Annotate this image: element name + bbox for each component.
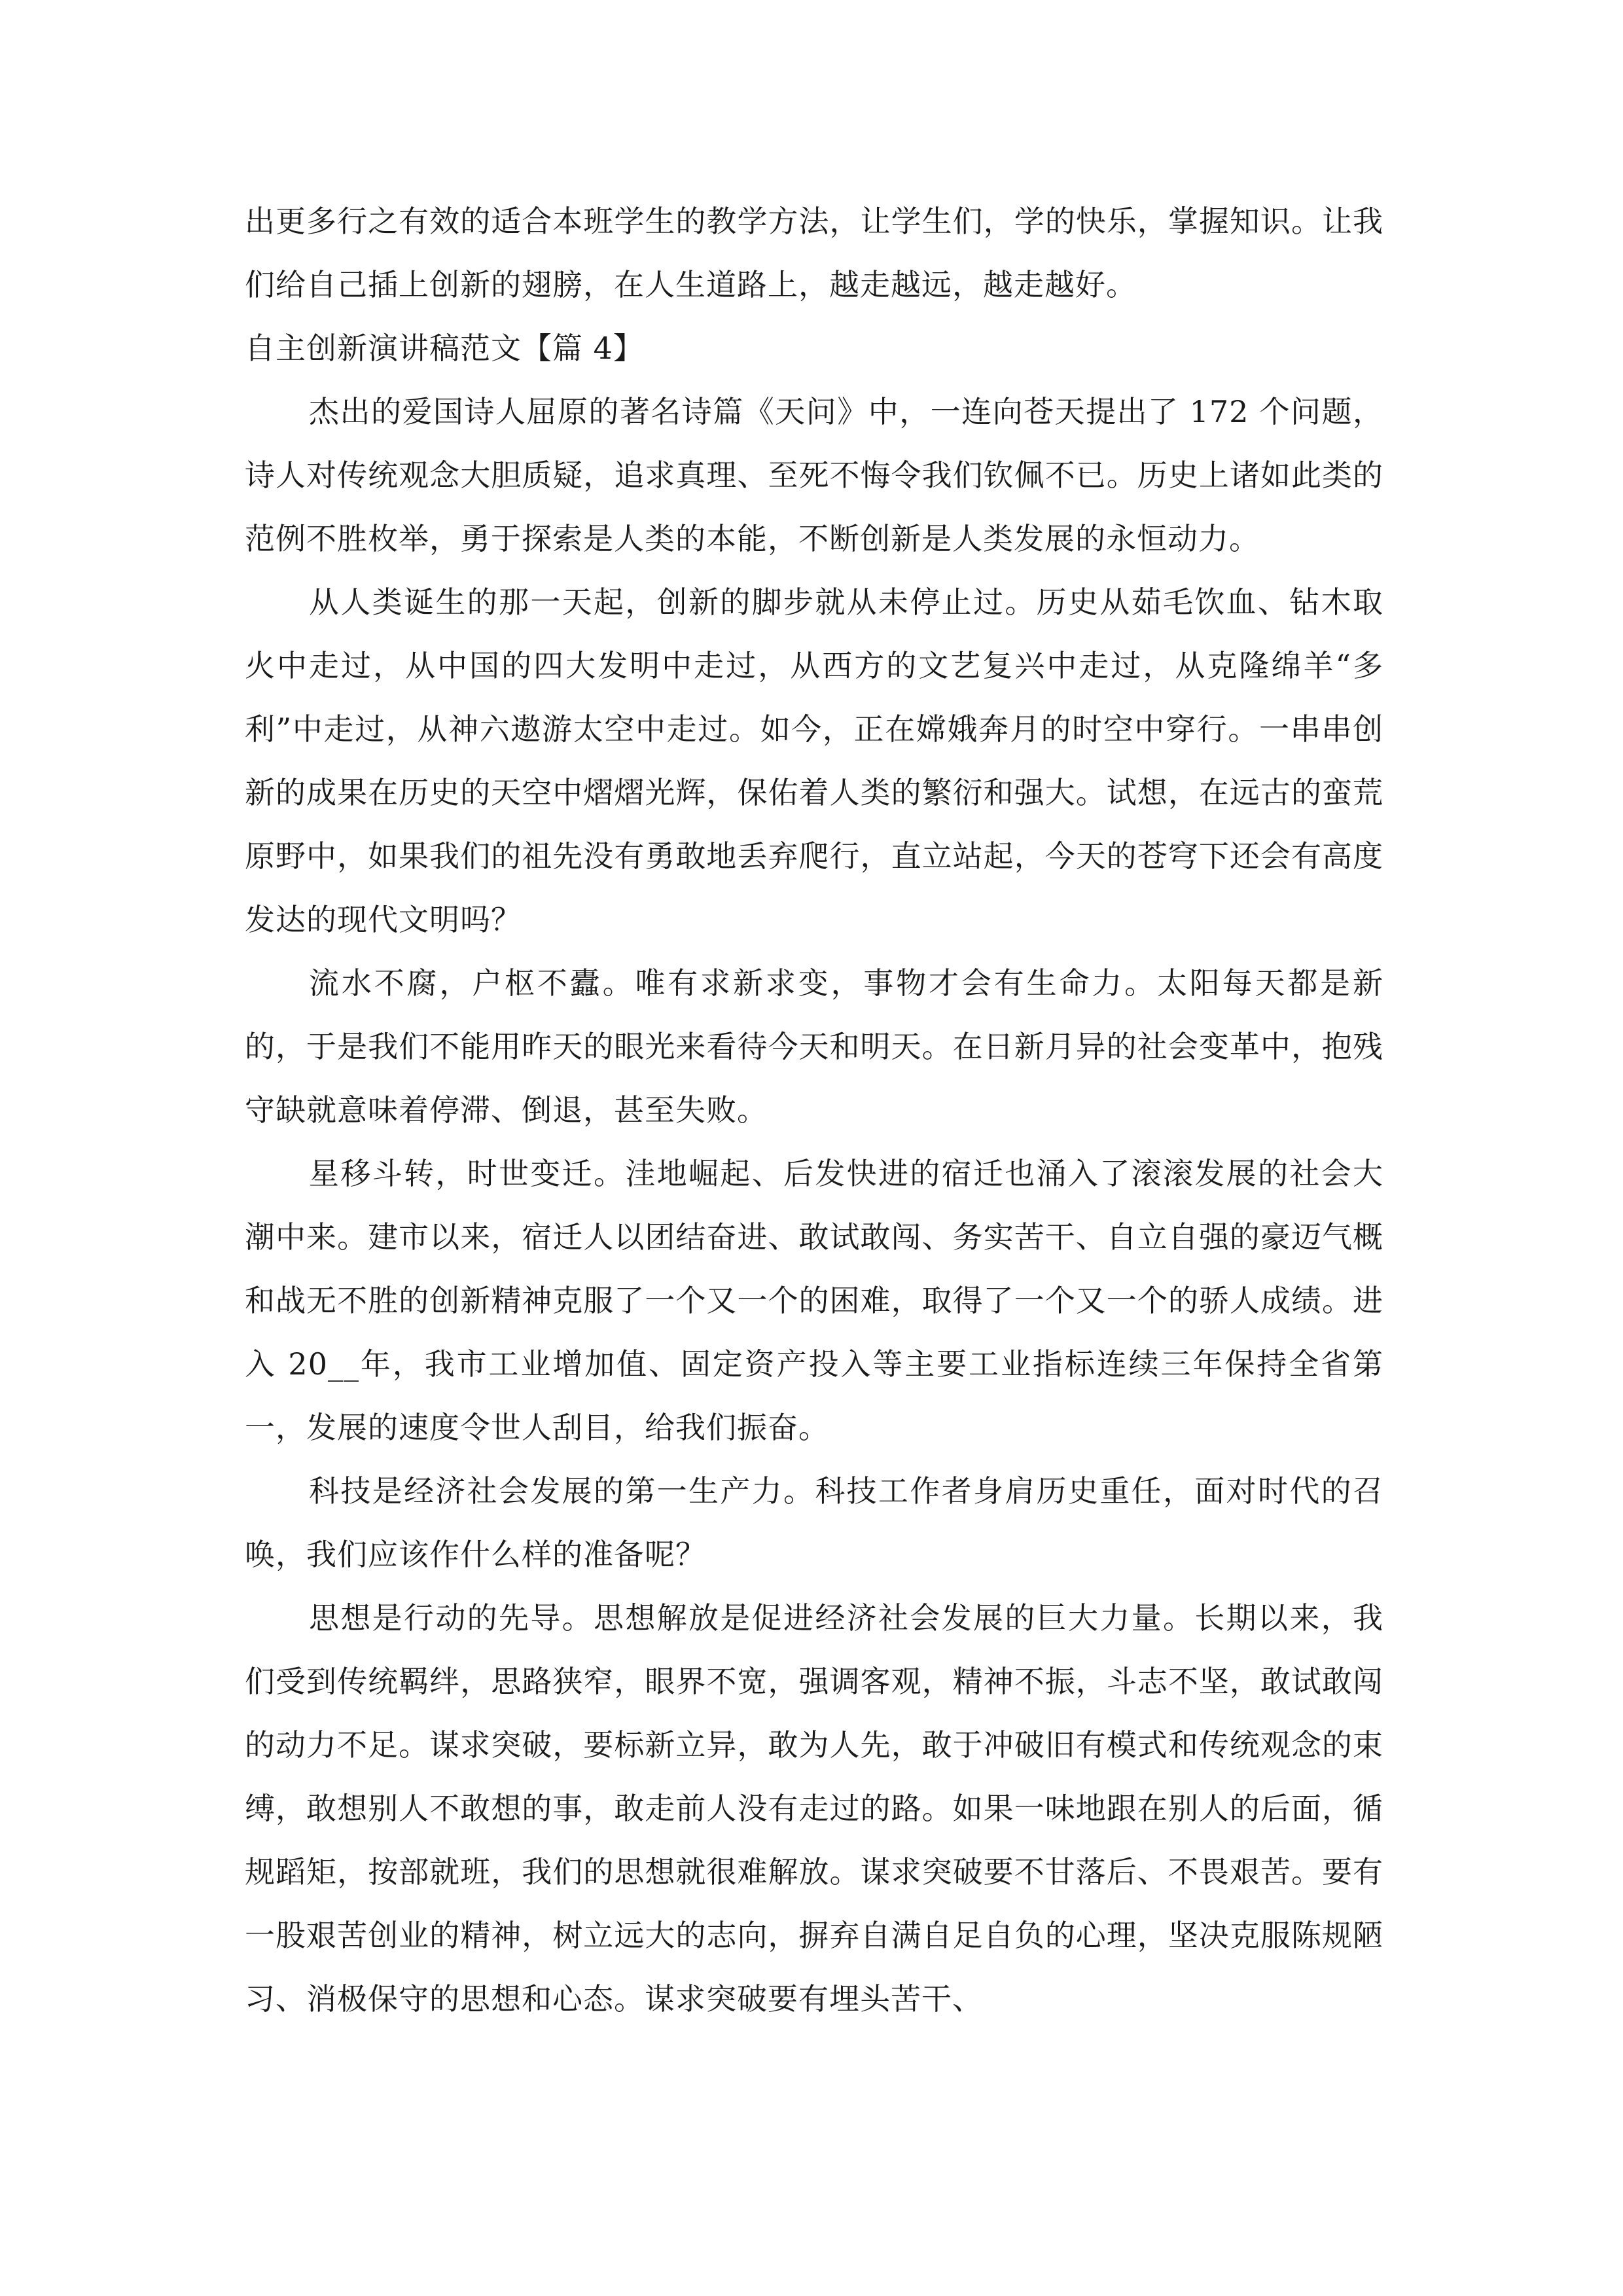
section-heading: 自主创新演讲稿范文【篇 4】: [245, 331, 644, 366]
paragraph: 科技是经济社会发展的第一生产力。科技工作者身肩历史重任，面对时代的召唤，我们应该作什么样的准备呢？: [245, 1473, 1383, 1572]
paragraph: 杰出的爱国诗人屈原的著名诗篇《天问》中，一连向苍天提出了 172 个问题，诗人对传统观念大胆质疑，追求真理、至死不悔令我们钦佩不已。历史上诸如此类的范例不胜枚举，勇于探索是人类的本能，不断创新是人类发展的永恒动力。: [245, 394, 1383, 556]
paragraph: 星移斗转，时世变迁。洼地崛起、后发快进的宿迁也涌入了滚滚发展的社会大潮中来。建市以来，宿迁人以团结奋进、敢试敢闯、务实苦干、自立自强的豪迈气概和战无不胜的创新精神克服了一个又一个的困难，取得了一个又一个的骄人成绩。进入 20__年，我市工业增加值、固定资产投入等主要工业指标连续三年保持全省第一，发展的速度令世人刮目，给我们振奋。: [245, 1156, 1383, 1445]
paragraph: 思想是行动的先导。思想解放是促进经济社会发展的巨大力量。长期以来，我们受到传统羁绊，思路狭窄，眼界不宽，强调客观，精神不振，斗志不坚，敢试敢闯的动力不足。谋求突破，要标新立异，敢为人先，敢于冲破旧有模式和传统观念的束缚，敢想别人不敢想的事，敢走前人没有走过的路。如果一味地跟在别人的后面，循规蹈矩，按部就班，我们的思想就很难解放。谋求突破要不甘落后、不畏艰苦。要有一股艰苦创业的精神，树立远大的志向，摒弃自满自足自负的心理，坚决克服陈规陋习、消极保守的思想和心态。谋求突破要有埋头苦干、: [245, 1600, 1383, 2017]
paragraph: 流水不腐，户枢不蠹。唯有求新求变，事物才会有生命力。太阳每天都是新的，于是我们不能用昨天的眼光来看待今天和明天。在日新月异的社会变革中，抱残守缺就意味着停滞、倒退，甚至失败。: [245, 965, 1383, 1128]
paragraph: 从人类诞生的那一天起，创新的脚步就从未停止过。历史从茹毛饮血、钻木取火中走过，从中国的四大发明中走过，从西方的文艺复兴中走过，从克隆绵羊“多利”中走过，从神六遨游太空中走过。如今，正在嫦娥奔月的时空中穿行。一串串创新的成果在历史的天空中熠熠光辉，保佑着人类的繁衍和强大。试想，在远古的蛮荒原野中，如果我们的祖先没有勇敢地丢弃爬行，直立站起，今天的苍穹下还会有高度发达的现代文明吗？: [245, 584, 1383, 937]
document-body: [245, 190, 1383, 2031]
paragraph-continuation: 出更多行之有效的适合本班学生的教学方法，让学生们，学的快乐，掌握知识。让我们给自己插上创新的翅膀，在人生道路上，越走越远，越走越好。: [245, 204, 1383, 302]
